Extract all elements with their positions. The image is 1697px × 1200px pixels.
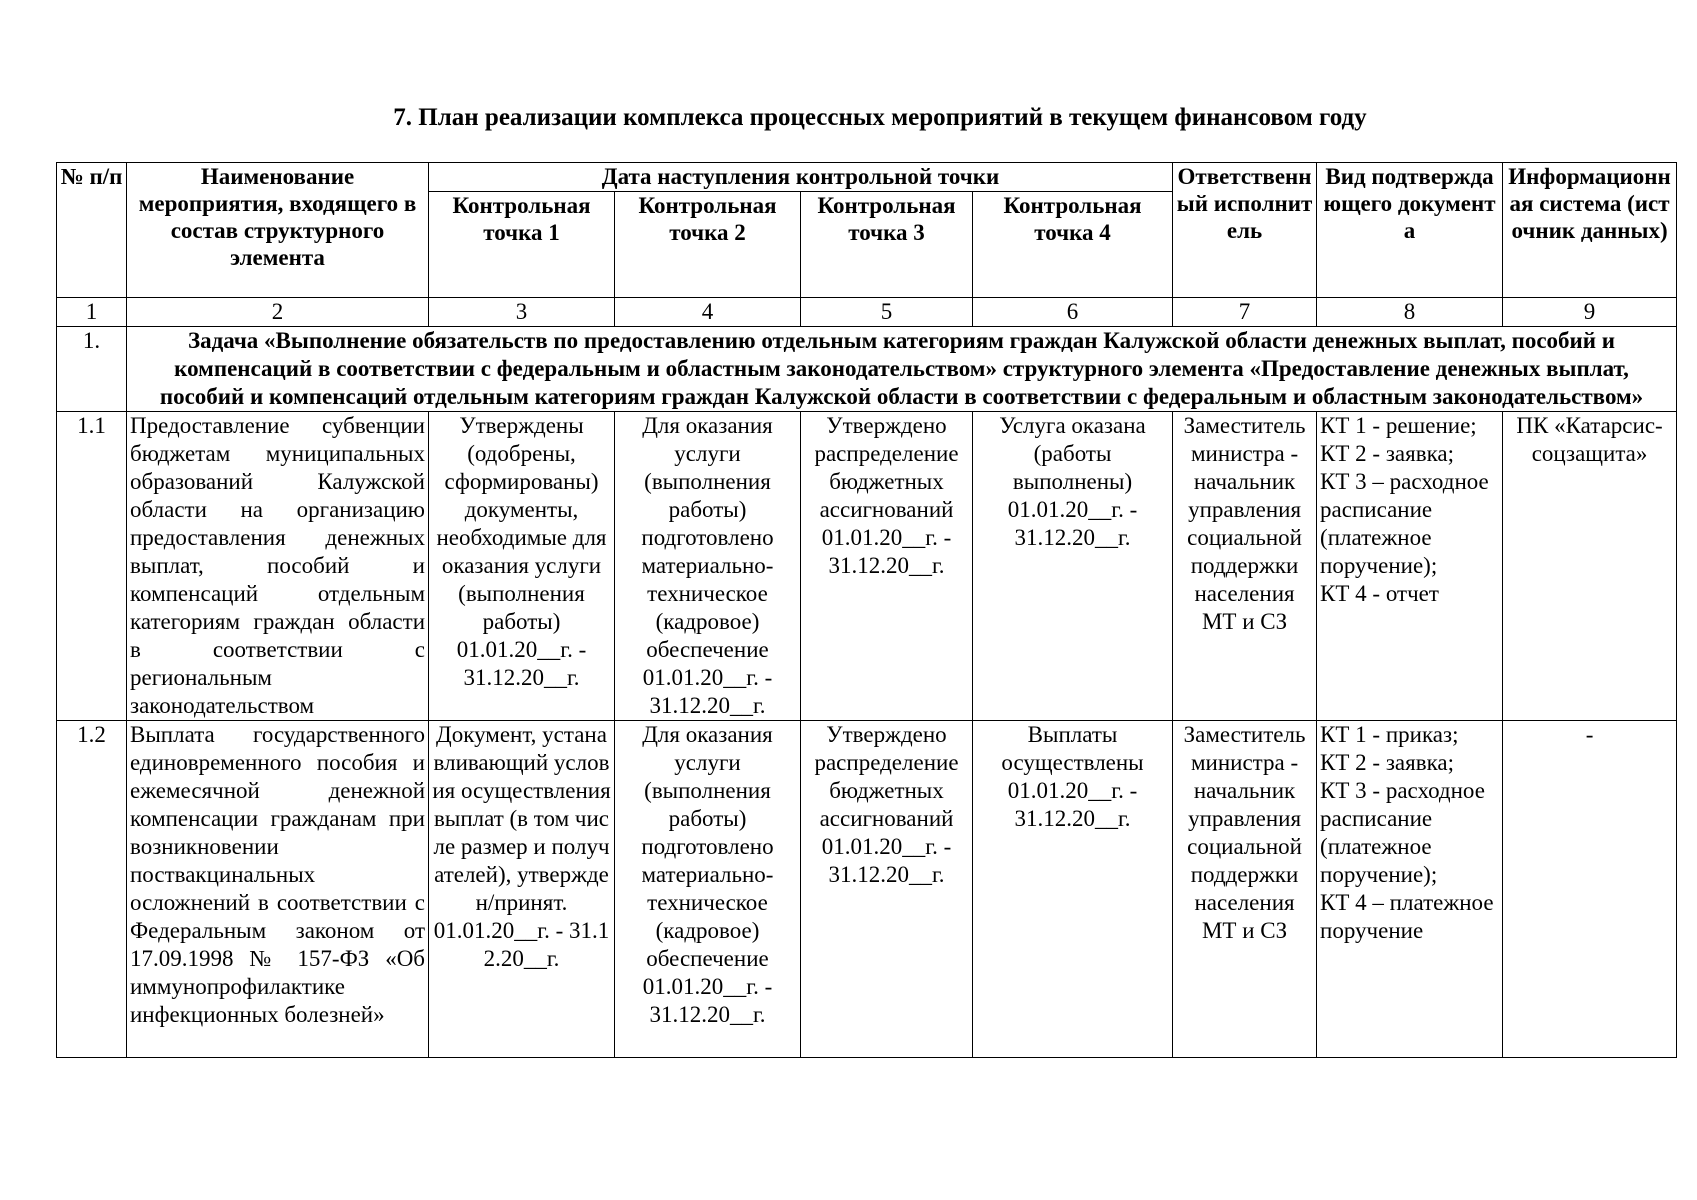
header-kt1: Контрольная точка 1: [429, 192, 615, 298]
row-kt1: Документ, устанавливающий условия осуществления выплат (в том числе размер и получателей), утвержден/принят. 01.01.20__г. - 31.12.20__г.: [429, 721, 615, 1058]
header-responsible: Ответственный исполнитель: [1173, 163, 1317, 298]
task-num: 1.: [57, 327, 127, 412]
row-kt4: Выплаты осуществлены 01.01.20__г. - 31.12.20__г.: [973, 721, 1173, 1058]
column-number: 2: [127, 298, 429, 327]
header-name: Наименование мероприятия, входящего в состав структурного элемента: [127, 163, 429, 298]
task-row: [57, 327, 1677, 412]
header-doc-type: Вид подтверждающего документа: [1317, 163, 1503, 298]
header-kt4: Контрольная точка 4: [973, 192, 1173, 298]
row-responsible: Заместитель министра - начальник управления социальной поддержки населения МТ и СЗ: [1173, 412, 1317, 721]
column-number: 5: [801, 298, 973, 327]
table-row: [57, 721, 1677, 1058]
row-kt3: Утверждено распределение бюджетных ассигнований 01.01.20__г. - 31.12.20__г.: [801, 412, 973, 721]
header-num: № п/п: [57, 163, 127, 298]
row-num: 1.2: [57, 721, 127, 1058]
row-num: 1.1: [57, 412, 127, 721]
row-kt3: Утверждено распределение бюджетных ассигнований 01.01.20__г. - 31.12.20__г.: [801, 721, 973, 1058]
header-date-group: Дата наступления контрольной точки: [429, 163, 1173, 192]
row-kt1: Утверждены (одобрены, сформированы) документы, необходимые для оказания услуги (выполнения работы) 01.01.20__г. - 31.12.20__г.: [429, 412, 615, 721]
row-doc: КТ 1 - решение; КТ 2 - заявка; КТ 3 – расходное расписание (платежное поручение); КТ 4 - отчет: [1317, 412, 1503, 721]
column-number: 3: [429, 298, 615, 327]
header-kt2: Контрольная точка 2: [615, 192, 801, 298]
table-row: [57, 412, 1677, 721]
row-kt2: Для оказания услуги (выполнения работы) подготовлено материально-техническое (кадровое) обеспечение 01.01.20__г. - 31.12.20__г.: [615, 721, 801, 1058]
header-info-system: Информационная система (источник данных): [1503, 163, 1677, 298]
page-title: 7. План реализации комплекса процессных мероприятий в текущем финансовом году: [393, 104, 1367, 131]
column-number: 8: [1317, 298, 1503, 327]
column-number: 7: [1173, 298, 1317, 327]
column-number: 9: [1503, 298, 1677, 327]
header-row: [57, 163, 1677, 192]
row-kt4: Услуга оказана (работы выполнены) 01.01.20__г. - 31.12.20__г.: [973, 412, 1173, 721]
task-text: Задача «Выполнение обязательств по предоставлению отдельным категориям граждан Калужской области денежных выплат, пособий и компенсаций в соответствии с федеральным и областным законодательством» структурного элемента «Предоставление денежных выплат, пособий и компенсаций отдельным категориям граждан Калужской области в соответствии с федеральным и областным законодательством»: [127, 327, 1677, 412]
row-info: ПК «Катарсис-соцзащита»: [1503, 412, 1677, 721]
row-info: -: [1503, 721, 1677, 1058]
row-name: Предоставление субвенции бюджетам муниципальных образований Калужской области на организацию предоставления денежных выплат, пособий и компенсаций отдельным категориям граждан области в соответствии с региональным законодательством: [127, 412, 429, 721]
row-kt2: Для оказания услуги (выполнения работы) подготовлено материально-техническое (кадровое) обеспечение 01.01.20__г. - 31.12.20__г.: [615, 412, 801, 721]
row-responsible: Заместитель министра - начальник управления социальной поддержки населения МТ и СЗ: [1173, 721, 1317, 1058]
header-kt3: Контрольная точка 3: [801, 192, 973, 298]
column-numbers-row: [57, 298, 1677, 327]
row-doc: КТ 1 - приказ; КТ 2 - заявка; КТ 3 - расходное расписание (платежное поручение); КТ 4 – платежное поручение: [1317, 721, 1503, 1058]
column-number: 4: [615, 298, 801, 327]
row-name: Выплата государственного единовременного пособия и ежемесячной денежной компенсации гражданам при возникновении поствакцинальных осложнений в соответствии с Федеральным законом от 17.09.1998 № 157-ФЗ «Об иммунопрофилактике инфекционных болезней»: [127, 721, 429, 1058]
column-number: 1: [57, 298, 127, 327]
plan-table: [56, 162, 1677, 1058]
column-number: 6: [973, 298, 1173, 327]
